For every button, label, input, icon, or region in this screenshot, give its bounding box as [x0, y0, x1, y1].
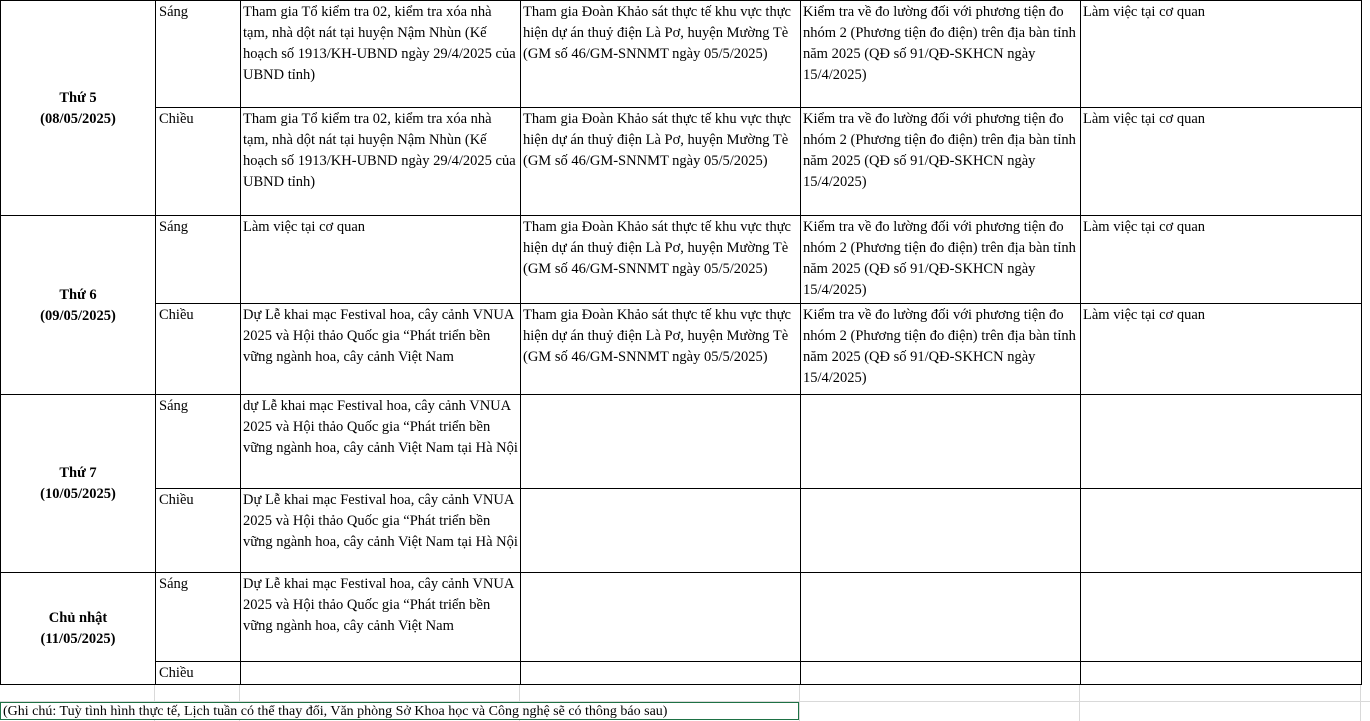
schedule-cell[interactable] — [1081, 395, 1362, 489]
schedule-cell[interactable] — [521, 662, 801, 685]
schedule-cell[interactable]: Làm việc tại cơ quan — [1081, 304, 1362, 395]
schedule-cell[interactable]: Tham gia Tổ kiểm tra 02, kiểm tra xóa nhà tạm, nhà dột nát tại huyện Nậm Nhùn (Kế hoạch số 1913/KH-UBND ngày 29/4/2025 của UBND tỉnh) — [241, 1, 521, 108]
period-cell[interactable]: Sáng — [156, 395, 241, 489]
schedule-cell[interactable]: Kiểm tra về đo lường đối với phương tiện đo nhóm 2 (Phương tiện đo điện) trên địa bàn tỉnh năm 2025 (QĐ số 91/QĐ-SKHCN ngày 15/4/2025) — [801, 304, 1081, 395]
day-date: (10/05/2025) — [40, 486, 116, 502]
schedule-cell[interactable]: Tham gia Đoàn Khảo sát thực tế khu vực thực hiện dự án thuỷ điện Là Pơ, huyện Mường Tè (GM số 46/GM-SNNMT ngày 05/5/2025) — [521, 1, 801, 108]
schedule-cell[interactable]: Làm việc tại cơ quan — [1081, 216, 1362, 304]
day-date: (09/05/2025) — [40, 307, 116, 324]
day-name: Thứ 6 — [59, 286, 97, 303]
schedule-cell[interactable] — [1081, 489, 1362, 573]
table-row — [1, 573, 1362, 662]
schedule-cell[interactable]: Tham gia Đoàn Khảo sát thực tế khu vực thực hiện dự án thuỷ điện Là Pơ, huyện Mường Tè (GM số 46/GM-SNNMT ngày 05/5/2025) — [521, 108, 801, 216]
schedule-cell[interactable] — [521, 395, 801, 489]
day-date: (11/05/2025) — [40, 631, 116, 647]
schedule-cell[interactable]: Kiểm tra về đo lường đối với phương tiện đo nhóm 2 (Phương tiện đo điện) trên địa bàn tỉnh năm 2025 (QĐ số 91/QĐ-SKHCN ngày 15/4/2025) — [801, 1, 1081, 108]
schedule-cell[interactable] — [801, 573, 1081, 662]
schedule-cell[interactable]: Kiểm tra về đo lường đối với phương tiện đo nhóm 2 (Phương tiện đo điện) trên địa bàn tỉnh năm 2025 (QĐ số 91/QĐ-SKHCN ngày 15/4/2025) — [801, 216, 1081, 304]
schedule-cell[interactable]: Tham gia Đoàn Khảo sát thực tế khu vực thực hiện dự án thuỷ điện Là Pơ, huyện Mường Tè (GM số 46/GM-SNNMT ngày 05/5/2025) — [521, 216, 801, 304]
period-cell[interactable]: Sáng — [156, 573, 241, 662]
table-row — [1, 216, 1362, 304]
day-cell[interactable] — [1, 216, 156, 395]
schedule-cell[interactable]: Dự Lễ khai mạc Festival hoa, cây cảnh VNUA 2025 và Hội thảo Quốc gia “Phát triển bền vững ngành hoa, cây cảnh Việt Nam — [241, 573, 521, 662]
period-cell[interactable]: Chiều — [156, 304, 241, 395]
schedule-cell[interactable]: Làm việc tại cơ quan — [1081, 108, 1362, 216]
table-row — [1, 1, 1362, 108]
schedule-cell[interactable]: Tham gia Đoàn Khảo sát thực tế khu vực thực hiện dự án thuỷ điện Là Pơ, huyện Mường Tè (GM số 46/GM-SNNMT ngày 05/5/2025) — [521, 304, 801, 395]
schedule-cell[interactable] — [801, 489, 1081, 573]
schedule-cell[interactable]: dự Lễ khai mạc Festival hoa, cây cảnh VNUA 2025 và Hội thảo Quốc gia “Phát triển bền vững ngành hoa, cây cảnh Việt Nam tại Hà Nội — [241, 395, 521, 489]
schedule-cell[interactable]: Dự Lễ khai mạc Festival hoa, cây cảnh VNUA 2025 và Hội thảo Quốc gia “Phát triển bền vững ngành hoa, cây cảnh Việt Nam tại Hà Nội — [241, 489, 521, 573]
day-cell[interactable] — [1, 395, 156, 573]
period-cell[interactable]: Chiều — [156, 108, 241, 216]
table-row — [1, 108, 1362, 216]
schedule-cell[interactable]: Làm việc tại cơ quan — [241, 216, 521, 304]
schedule-cell[interactable]: Tham gia Tổ kiểm tra 02, kiểm tra xóa nhà tạm, nhà dột nát tại huyện Nậm Nhùn (Kế hoạch số 1913/KH-UBND ngày 29/4/2025 của UBND tỉnh) — [241, 108, 521, 216]
table-row — [1, 662, 1362, 685]
day-name: Thứ 7 — [59, 465, 97, 481]
note-cell[interactable]: (Ghi chú: Tuỳ tình hình thực tế, Lịch tuần có thể thay đổi, Văn phòng Sở Khoa học và Công nghệ sẽ có thông báo sau) — [0, 702, 799, 720]
day-cell[interactable] — [1, 573, 156, 685]
schedule-cell[interactable] — [1081, 662, 1362, 685]
table-row — [1, 489, 1362, 573]
day-date: (08/05/2025) — [40, 110, 116, 127]
table-row — [1, 395, 1362, 489]
day-name: Thứ 5 — [59, 89, 97, 106]
schedule-cell[interactable] — [801, 662, 1081, 685]
period-cell[interactable]: Chiều — [156, 489, 241, 573]
schedule-cell[interactable] — [521, 489, 801, 573]
day-cell[interactable] — [1, 1, 156, 216]
schedule-cell[interactable]: Kiểm tra về đo lường đối với phương tiện đo nhóm 2 (Phương tiện đo điện) trên địa bàn tỉnh năm 2025 (QĐ số 91/QĐ-SKHCN ngày 15/4/2025) — [801, 108, 1081, 216]
period-cell[interactable]: Sáng — [156, 1, 241, 108]
schedule-cell[interactable]: Dự Lễ khai mạc Festival hoa, cây cảnh VNUA 2025 và Hội thảo Quốc gia “Phát triển bền vững ngành hoa, cây cảnh Việt Nam — [241, 304, 521, 395]
day-name: Chủ nhật — [48, 610, 108, 626]
period-cell[interactable]: Sáng — [156, 216, 241, 304]
table-row — [1, 304, 1362, 395]
schedule-cell[interactable] — [241, 662, 521, 685]
schedule-cell[interactable]: Làm việc tại cơ quan — [1081, 1, 1362, 108]
schedule-cell[interactable] — [801, 395, 1081, 489]
schedule-cell[interactable] — [521, 573, 801, 662]
period-cell[interactable]: Chiều — [156, 662, 241, 685]
schedule-cell[interactable] — [1081, 573, 1362, 662]
